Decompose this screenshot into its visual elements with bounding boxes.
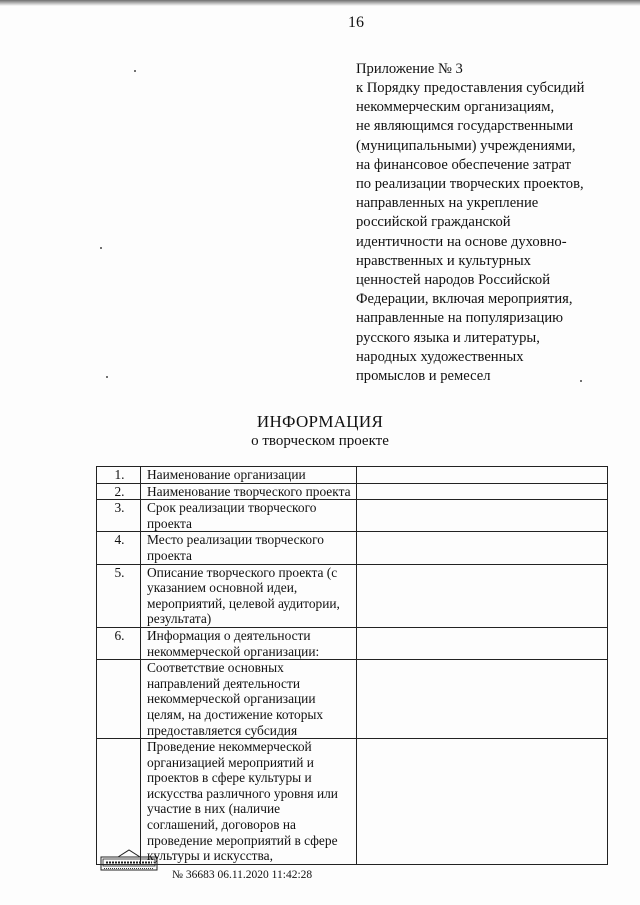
appendix-line: Федерации, включая мероприятия, (356, 291, 573, 308)
row-label-line: проведение мероприятий в сфере (147, 832, 338, 848)
row-label-line: Срок реализации творческого (147, 500, 317, 516)
row-label (141, 500, 357, 532)
row-label-line: соглашений, договоров на (147, 817, 296, 833)
appendix-line: не являющимся государственными (356, 118, 574, 135)
table-row (97, 564, 608, 627)
table-row (97, 483, 608, 500)
row-label-line: участие в них (наличие (147, 801, 281, 817)
appendix-line: народных художественных (356, 348, 524, 365)
scan-edge (0, 0, 640, 6)
row-label (141, 660, 357, 739)
appendix-line: некоммерческим организациям, (356, 99, 555, 116)
row-label-line: Описание творческого проекта (с (147, 564, 338, 580)
row-number: 5. (97, 564, 141, 627)
row-number: 2. (97, 483, 141, 500)
row-label-line: искусства различного уровня или (147, 785, 338, 801)
row-label-line: Проведение некоммерческой (147, 739, 312, 755)
row-label-line: некоммерческой организации (147, 691, 316, 707)
scan-speck (100, 247, 102, 249)
row-value (357, 627, 608, 659)
row-label-line: указанием основной идеи, (147, 580, 298, 596)
row-label-line: организацией мероприятий и (147, 754, 314, 770)
row-number (97, 739, 141, 865)
row-value (357, 660, 608, 739)
row-label-line: Место реализации творческого (147, 532, 324, 548)
document-subtitle: о творческом проекте (251, 433, 389, 449)
row-value (357, 739, 608, 865)
row-number (97, 660, 141, 739)
row-label (141, 467, 357, 484)
table-row (97, 532, 608, 564)
appendix-line: российской гражданской (356, 214, 511, 231)
scan-speck (106, 376, 108, 378)
table-row (97, 660, 608, 739)
row-label-line: Наименование организации (147, 467, 306, 482)
table-row (97, 739, 608, 865)
appendix-block (356, 60, 636, 386)
project-info-table (96, 466, 608, 865)
row-label-line: Наименование творческого проекта (147, 483, 351, 499)
row-label-line: проектов в сфере культуры и (147, 770, 312, 786)
appendix-heading: Приложение № 3 (356, 61, 463, 77)
row-label-line: направлений деятельности (147, 675, 301, 691)
appendix-line: русского языка и литературы, (356, 329, 540, 346)
registry-stamp-logo (100, 848, 158, 872)
scan-speck (580, 380, 582, 382)
row-label-line: результата) (147, 611, 212, 627)
row-label (141, 483, 357, 500)
row-label-line: проекта (147, 547, 192, 563)
table-row (97, 467, 608, 484)
row-value (357, 483, 608, 500)
appendix-line: по реализации творческих проектов, (356, 176, 584, 193)
appendix-line: на финансовое обеспечение затрат (356, 156, 571, 173)
row-label-line: Соответствие основных (147, 660, 284, 676)
row-number: 3. (97, 500, 141, 532)
row-number: 6. (97, 627, 141, 659)
appendix-line: направленных на укрепление (356, 195, 539, 212)
row-label-line: предоставляется субсидия (147, 722, 298, 738)
appendix-line: идентичности на основе духовно- (356, 233, 567, 250)
appendix-line: промыслов и ремесел (356, 368, 491, 385)
row-value (357, 564, 608, 627)
row-label-line: культуры и искусства, (147, 848, 273, 864)
row-label (141, 627, 357, 659)
row-label-line: проекта (147, 515, 192, 531)
appendix-line: ценностей народов Российской (356, 272, 551, 289)
row-label (141, 739, 357, 865)
row-number: 4. (97, 532, 141, 564)
table-row (97, 627, 608, 659)
stamp-id: № 36683 06.11.2020 11:42:28 (172, 869, 313, 881)
row-value (357, 532, 608, 564)
scan-speck (134, 70, 136, 72)
row-label-line: целям, на достижение которых (147, 706, 324, 722)
appendix-line: нравственных и культурных (356, 252, 531, 269)
row-value (357, 500, 608, 532)
appendix-line: к Порядку предоставления субсидий (356, 80, 585, 96)
row-value (357, 467, 608, 484)
row-label-line: мероприятий, целевой аудитории, (147, 595, 340, 611)
page-number: 16 (348, 14, 364, 31)
appendix-line: направленные на популяризацию (356, 310, 564, 327)
table-row (97, 500, 608, 532)
row-label-line: Информация о деятельности (147, 627, 311, 643)
row-number: 1. (97, 467, 141, 484)
row-label (141, 564, 357, 627)
row-label (141, 532, 357, 564)
document-title: ИНФОРМАЦИЯ (256, 412, 384, 431)
appendix-line: (муниципальными) учреждениями, (356, 137, 576, 154)
row-label-line: некоммерческой организации: (147, 643, 320, 659)
